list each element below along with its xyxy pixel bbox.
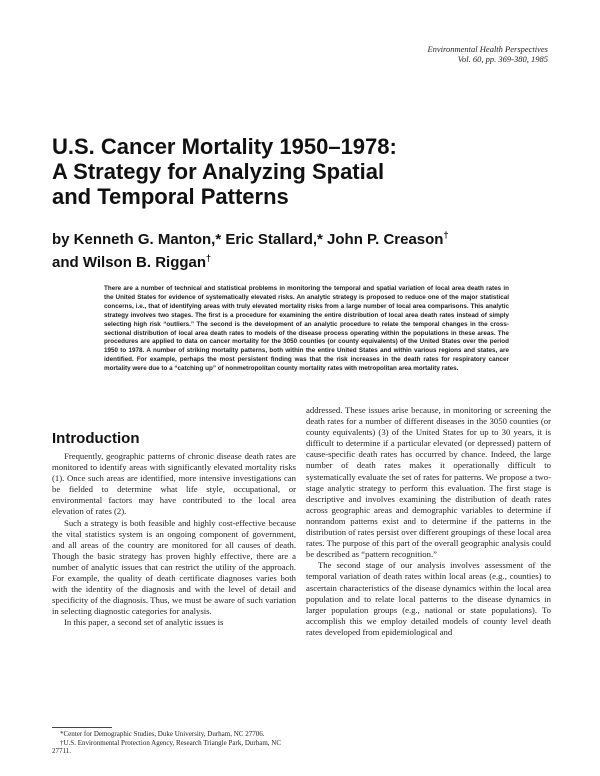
title-line-1: U.S. Cancer Mortality 1950–1978:: [52, 134, 397, 159]
authors-line-2-text: and Wilson B. Riggan: [52, 254, 207, 271]
journal-header: [427, 44, 548, 64]
footnote-divider: [52, 727, 112, 728]
footnote: *Center for Demographic Studies, Duke University, Durham, NC 27706.: [60, 730, 265, 738]
author-list: [52, 226, 552, 272]
authors-line-1-text: by Kenneth G. Manton,* Eric Stallard,* John P. Creason: [52, 231, 444, 248]
title-line-2: A Strategy for Analyzing Spatial: [52, 159, 385, 184]
affiliation-mark: †: [206, 253, 212, 263]
section-heading: Introduction: [52, 430, 140, 447]
body-column-right: [306, 405, 551, 638]
paragraph: Such a strategy is both feasible and highly cost-effective because the vital statistics system is an ongoing component of government, and all areas of the country are monitored for all causes of death. Though the basic strategy has proven highly effective, there are a number of analytic issues that can restrict the utility of the approach. For example, the quality of death certificate diagnoses varies both with the identity of the diagnosis and with the level of detail and specificity of the diagnosis. Thus, we must be aware of such variation in selecting diagnostic categories for analysis.: [52, 517, 296, 617]
journal-name: Environmental Health Perspectives: [427, 44, 548, 54]
article-title: [52, 134, 532, 209]
footnotes: [52, 730, 296, 756]
title-line-3: and Temporal Patterns: [52, 184, 289, 209]
abstract: There are a number of technical and statistical problems in monitoring the temporal and spatial variation of local area death rates in the United States for evidence of systematically elevated risks. An analytic strategy is proposed to reduce one of the major statistical concerns, i.e., that of identifying areas with truly elevated mortality risks from a large number of local area comparisons. This analytic strategy involves two stages. The first is a procedure for examining the entire distribution of local area death rates instead of simply selecting high risk “outliers.” The second is the development of an analytic procedure to relate the temporal changes in the cross-sectional distribution of local area death rates to models of the disease process operating within the populations in these areas. The procedures are applied to data on cancer mortality for the 3050 counties (or county equivalents) of the United States over the period 1950 to 1978. A number of striking mortality patterns, both within the entire United States and within various regions and states, are identified. For example, perhaps the most persistent finding was that the risk increases in the death rates for respiratory cancer mortality were due to a “catching up” of nonmetropolitan county mortality rates with metropolitan area mortality rates.: [104, 285, 509, 373]
paragraph: Frequently, geographic patterns of chronic disease death rates are monitored to identify areas with significantly elevated mortality risks (1). Once such areas are identified, more intensive investigations can be fielded to determine what life style, occupational, or environmental factors may have contributed to the local area elevation of rates (2).: [52, 451, 296, 517]
paragraph: The second stage of our analysis involves assessment of the temporal variation of death rates within local areas (e.g., counties) to ascertain characteristics of the disease dynamics within the local area population and to relate local patterns to the disease dynamics in larger population groups (e.g., national or state populations). To accomplish this we employ detailed models of county level death rates developed from epidemiological and: [306, 560, 551, 637]
authors-line-1: [52, 226, 552, 249]
paragraph: In this paper, a second set of analytic issues is: [64, 617, 224, 628]
footnote: †U.S. Environmental Protection Agency, Research Triangle Park, Durham, NC 27711.: [52, 738, 281, 756]
authors-line-2: [52, 249, 552, 272]
affiliation-mark: †: [443, 230, 449, 240]
journal-citation: Vol. 60, pp. 369-380, 1985: [457, 54, 548, 64]
paragraph: addressed. These issues arise because, in monitoring or screening the death rates for a number of different diseases in the 3050 counties (or county equivalents) (3) of the United States for up to 30 years, it is difficult to determine if a particular elevated (or depressed) pattern of cause-specific death rates has occurred by chance. Indeed, the large number of death rates makes it operationally difficult to systematically evaluate the set of rates for patterns. We propose a two-stage analytic strategy to perform this evaluation. The first stage is descriptive and involves examining the distribution of death rates across geographic areas and demographic variables to determine if nonrandom patterns exist and to determine if the patterns in the distribution of rates persist over different groupings of these local area rates. The purpose of this part of the overall geographic analysis could be described as “pattern recognition.”: [306, 405, 551, 560]
body-column-left: [52, 451, 296, 629]
